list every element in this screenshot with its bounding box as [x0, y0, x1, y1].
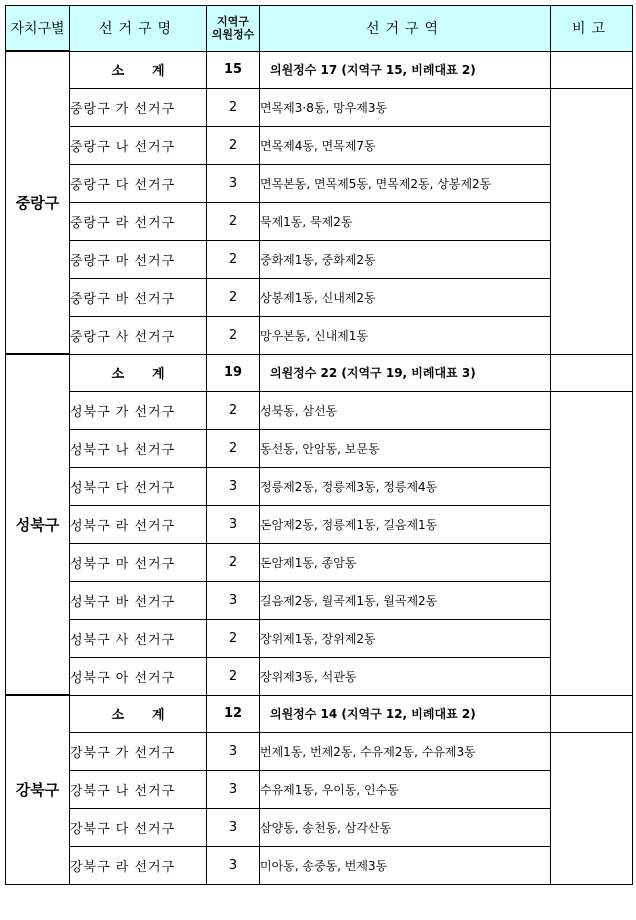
table-row	[6, 657, 633, 695]
subtotal-count: 12	[207, 695, 260, 732]
district-row-count: 2	[207, 316, 260, 354]
district-row-name: 강북구 라 선거구	[70, 846, 207, 884]
table-row	[6, 278, 633, 316]
note-cell	[551, 354, 633, 391]
district-row-area: 정릉제2동, 정릉제3동, 정릉제4동	[260, 467, 551, 505]
header-district: 자치구별	[6, 6, 70, 52]
table-row	[6, 391, 633, 429]
note-cell	[551, 391, 633, 695]
district-row-name: 강북구 가 선거구	[70, 732, 207, 770]
district-row-count: 2	[207, 619, 260, 657]
table-row	[6, 770, 633, 808]
table-row	[6, 88, 633, 126]
district-row-count: 2	[207, 126, 260, 164]
district-row-area: 상봉제1동, 신내제2동	[260, 278, 551, 316]
header-area: 선거구역	[260, 6, 551, 52]
subtotal-count: 15	[207, 51, 260, 88]
subtotal-desc: 의원정수 22 (지역구 19, 비례대표 3)	[260, 354, 551, 391]
district-row-count: 3	[207, 581, 260, 619]
table-body	[6, 51, 633, 884]
subtotal-desc: 의원정수 17 (지역구 15, 비례대표 2)	[260, 51, 551, 88]
table-row	[6, 581, 633, 619]
district-name: 성북구	[6, 354, 70, 695]
district-row-count: 3	[207, 846, 260, 884]
district-row-area: 면목본동, 면목제5동, 면목제2동, 상봉제2동	[260, 164, 551, 202]
district-row-name: 중랑구 바 선거구	[70, 278, 207, 316]
district-row-name: 중랑구 사 선거구	[70, 316, 207, 354]
table-row	[6, 543, 633, 581]
district-row-area: 번제1동, 번제2동, 수유제2동, 수유제3동	[260, 732, 551, 770]
table-row	[6, 732, 633, 770]
table-row	[6, 126, 633, 164]
note-cell	[551, 88, 633, 354]
district-row-name: 중랑구 라 선거구	[70, 202, 207, 240]
district-row-name: 강북구 다 선거구	[70, 808, 207, 846]
district-row-area: 면목제3·8동, 망우제3동	[260, 88, 551, 126]
district-row-count: 3	[207, 770, 260, 808]
subtotal-row	[6, 51, 633, 88]
district-row-area: 면목제4동, 면목제7동	[260, 126, 551, 164]
district-row-name: 성북구 바 선거구	[70, 581, 207, 619]
table-row	[6, 202, 633, 240]
district-row-name: 성북구 라 선거구	[70, 505, 207, 543]
district-name: 강북구	[6, 695, 70, 884]
district-row-name: 강북구 나 선거구	[70, 770, 207, 808]
table-row	[6, 240, 633, 278]
table-row	[6, 619, 633, 657]
district-row-area: 중화제1동, 중화제2동	[260, 240, 551, 278]
table-row	[6, 505, 633, 543]
district-row-area: 장위제3동, 석관동	[260, 657, 551, 695]
table-row	[6, 846, 633, 884]
district-row-name: 성북구 나 선거구	[70, 429, 207, 467]
header-note: 비고	[551, 6, 633, 52]
district-row-count: 3	[207, 808, 260, 846]
note-cell	[551, 732, 633, 884]
district-row-area: 장위제1동, 장위제2동	[260, 619, 551, 657]
district-name: 중랑구	[6, 51, 70, 354]
subtotal-desc: 의원정수 14 (지역구 12, 비례대표 2)	[260, 695, 551, 732]
district-row-count: 2	[207, 278, 260, 316]
district-row-area: 수유제1동, 우이동, 인수동	[260, 770, 551, 808]
district-row-area: 길음제2동, 월곡제1동, 월곡제2동	[260, 581, 551, 619]
district-row-name: 성북구 사 선거구	[70, 619, 207, 657]
district-row-area: 돈암제2동, 정릉제1동, 길음제1동	[260, 505, 551, 543]
district-row-area: 동선동, 안암동, 보문동	[260, 429, 551, 467]
district-row-name: 중랑구 나 선거구	[70, 126, 207, 164]
district-row-name: 성북구 마 선거구	[70, 543, 207, 581]
district-row-name: 성북구 아 선거구	[70, 657, 207, 695]
district-row-count: 2	[207, 543, 260, 581]
district-row-count: 2	[207, 202, 260, 240]
district-row-count: 2	[207, 88, 260, 126]
district-row-count: 3	[207, 164, 260, 202]
note-cell	[551, 695, 633, 732]
district-row-count: 2	[207, 240, 260, 278]
electoral-district-table	[5, 5, 633, 885]
district-row-name: 중랑구 마 선거구	[70, 240, 207, 278]
subtotal-label: 소계	[70, 354, 207, 391]
header-count-line1: 지역구	[217, 15, 249, 29]
subtotal-count: 19	[207, 354, 260, 391]
note-cell	[551, 51, 633, 88]
district-row-count: 3	[207, 505, 260, 543]
table-row	[6, 164, 633, 202]
district-row-name: 중랑구 가 선거구	[70, 88, 207, 126]
table-row	[6, 316, 633, 354]
table-row	[6, 808, 633, 846]
subtotal-label: 소계	[70, 51, 207, 88]
district-row-area: 미아동, 송중동, 번제3동	[260, 846, 551, 884]
district-row-count: 2	[207, 391, 260, 429]
district-row-count: 2	[207, 429, 260, 467]
district-row-count: 3	[207, 467, 260, 505]
district-row-area: 망우본동, 신내제1동	[260, 316, 551, 354]
subtotal-row	[6, 354, 633, 391]
table-header-row	[6, 6, 633, 52]
district-row-count: 2	[207, 657, 260, 695]
header-name: 선거구명	[70, 6, 207, 52]
district-row-area: 돈암제1동, 종암동	[260, 543, 551, 581]
district-row-name: 성북구 다 선거구	[70, 467, 207, 505]
subtotal-label: 소계	[70, 695, 207, 732]
district-row-area: 삼양동, 송천동, 삼각산동	[260, 808, 551, 846]
subtotal-row	[6, 695, 633, 732]
district-row-area: 묵제1동, 묵제2동	[260, 202, 551, 240]
district-row-count: 3	[207, 732, 260, 770]
district-row-name: 성북구 가 선거구	[70, 391, 207, 429]
header-count	[207, 6, 260, 52]
header-count-line2: 의원정수	[211, 28, 255, 42]
district-row-name: 중랑구 다 선거구	[70, 164, 207, 202]
table-row	[6, 467, 633, 505]
district-row-area: 성북동, 삼선동	[260, 391, 551, 429]
table-row	[6, 429, 633, 467]
